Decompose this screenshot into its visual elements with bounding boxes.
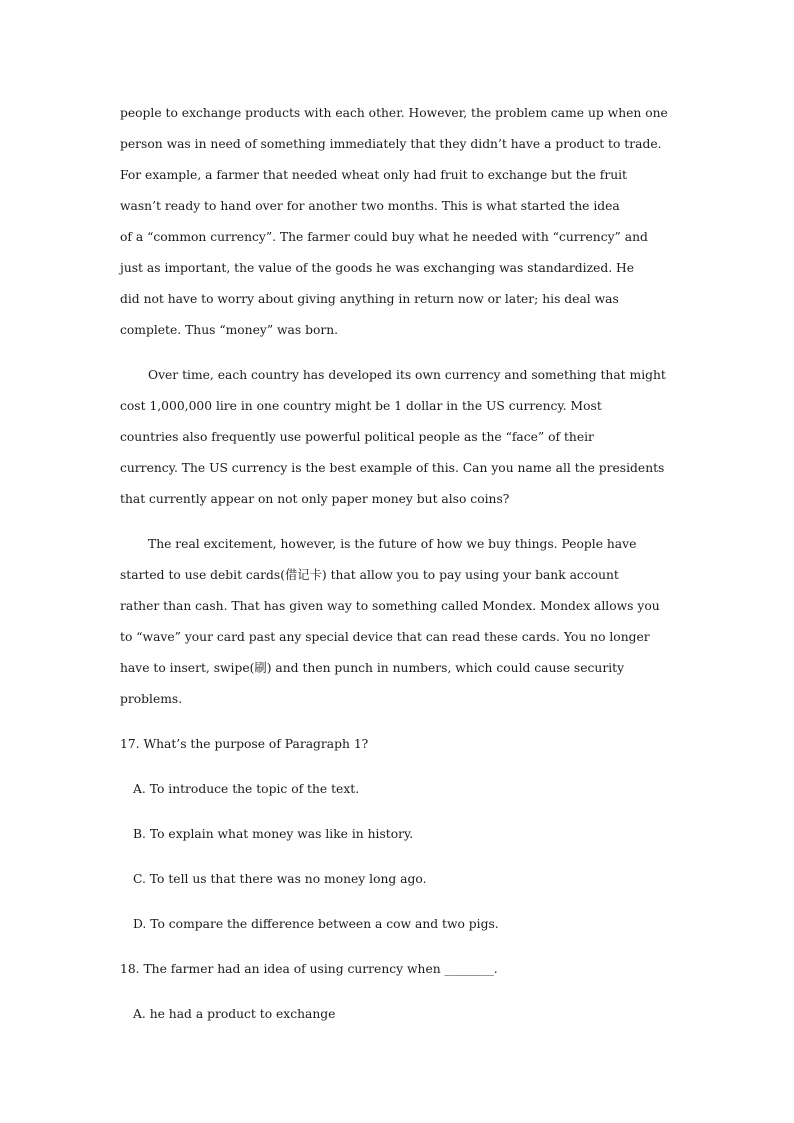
text-line: just as important, the value of the goods he was exchanging was standardized. He xyxy=(120,261,635,275)
text-line: wasn’t ready to hand over for another two months. This is what started the idea xyxy=(120,199,620,213)
text-line: started to use debit cards(借记卡) that allow you to pay using your bank account xyxy=(120,568,619,582)
text-line: For example, a farmer that needed wheat only had fruit to exchange but the fruit xyxy=(120,168,628,182)
text-line: The real excitement, however, is the future of how we buy things. People have xyxy=(148,537,637,551)
text-line: Over time, each country has developed its own currency and something that might xyxy=(148,368,666,382)
text-line: that currently appear on not only paper money but also coins? xyxy=(120,492,510,506)
question-17-option-b: B. To explain what money was like in history. xyxy=(133,827,414,841)
text-line: currency. The US currency is the best example of this. Can you name all the presidents xyxy=(120,461,665,475)
text-line: to “wave” your card past any special device that can read these cards. You no longer xyxy=(120,630,650,644)
paragraph-1 xyxy=(120,98,674,346)
text-line: problems. xyxy=(120,692,183,706)
text-line: countries also frequently use powerful political people as the “face” of their xyxy=(120,430,594,444)
question-17-option-a: A. To introduce the topic of the text. xyxy=(133,782,360,796)
question-17-stem: 17. What’s the purpose of Paragraph 1? xyxy=(120,737,369,751)
text-line: have to insert, swipe(刷) and then punch in numbers, which could cause security xyxy=(120,661,625,675)
text-line: person was in need of something immediately that they didn’t have a product to trade. xyxy=(120,137,662,151)
document-page xyxy=(120,98,674,1030)
text-line: rather than cash. That has given way to something called Mondex. Mondex allows you xyxy=(120,599,660,613)
question-17-option-c: C. To tell us that there was no money long ago. xyxy=(133,872,427,886)
text-line: of a “common currency”. The farmer could buy what he needed with “currency” and xyxy=(120,230,648,244)
text-line: did not have to worry about giving anything in return now or later; his deal was xyxy=(120,292,619,306)
text-line: complete. Thus “money” was born. xyxy=(120,323,339,337)
question-17-option-d: D. To compare the difference between a cow and two pigs. xyxy=(133,917,499,931)
paragraph-2 xyxy=(120,360,674,515)
text-line: cost 1,000,000 lire in one country might be 1 dollar in the US currency. Most xyxy=(120,399,602,413)
question-18-option-a: A. he had a product to exchange xyxy=(133,1007,336,1021)
paragraph-3 xyxy=(120,529,674,715)
text-line: people to exchange products with each other. However, the problem came up when one xyxy=(120,106,668,120)
question-18-stem: 18. The farmer had an idea of using currency when ________. xyxy=(120,962,498,976)
